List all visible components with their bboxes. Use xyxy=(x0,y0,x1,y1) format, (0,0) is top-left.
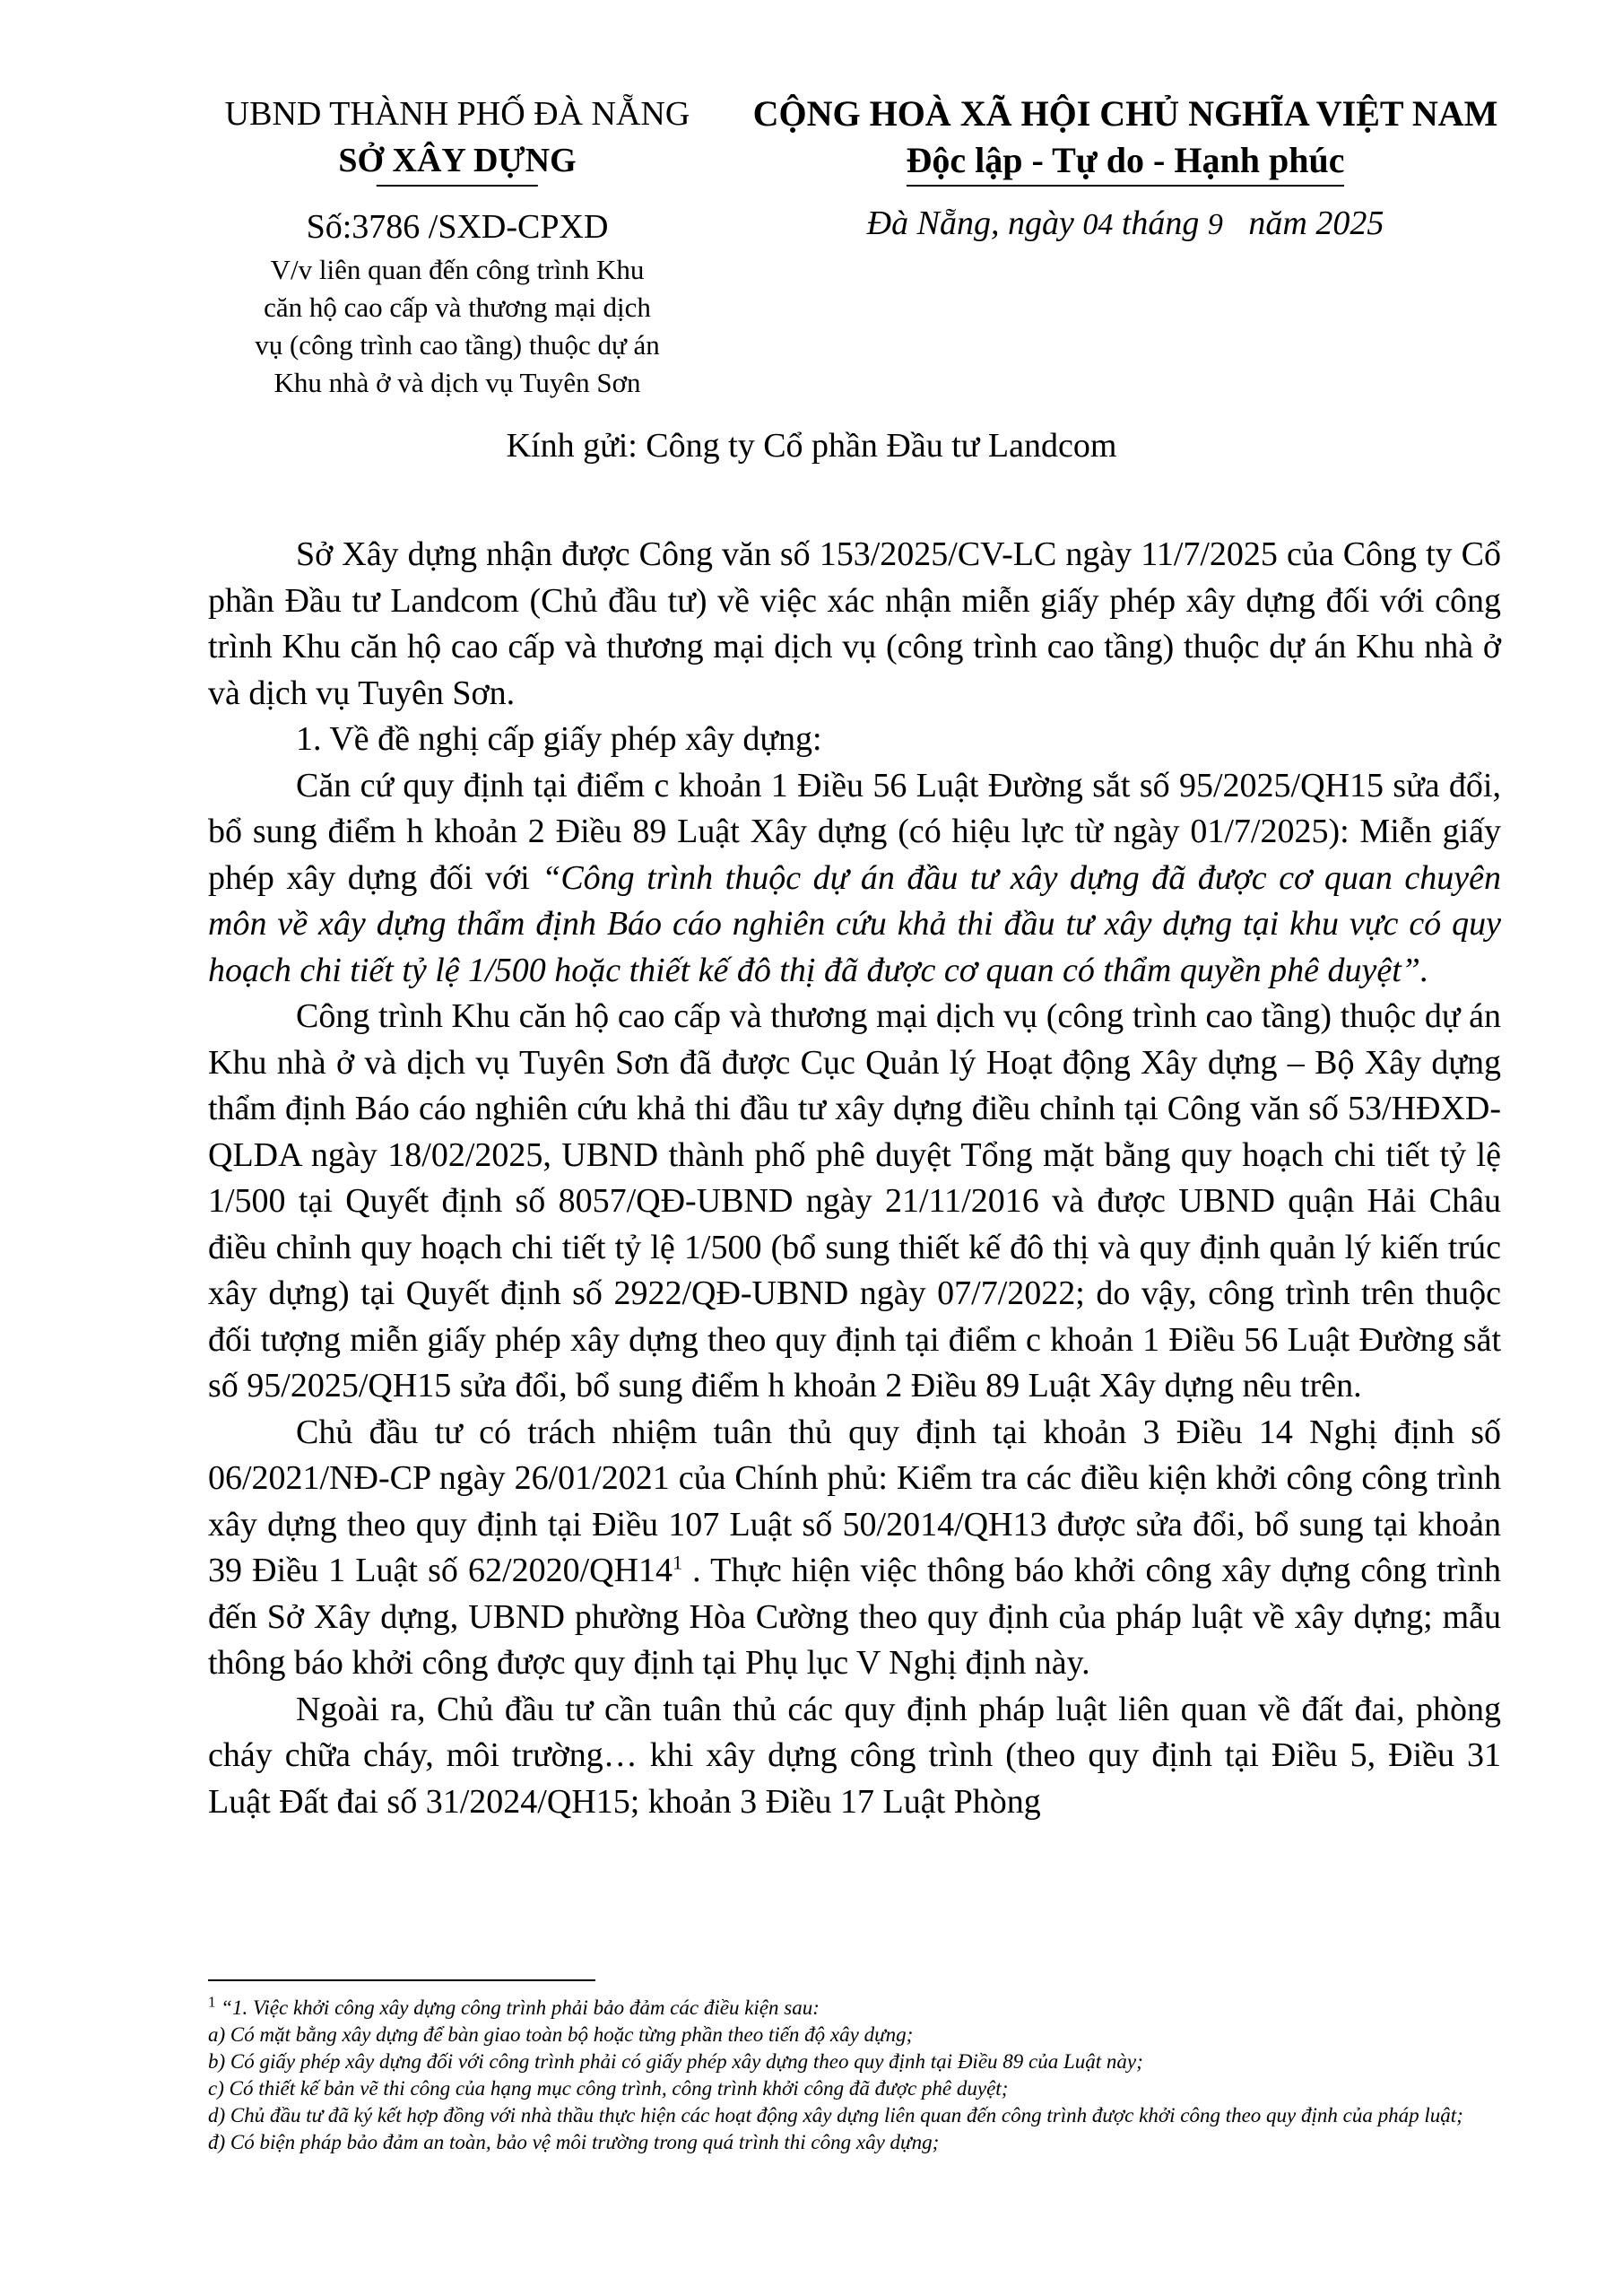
body-paragraph xyxy=(208,763,1501,995)
nation-title: CỘNG HOÀ XÃ HỘI CHỦ NGHĨA VIỆT NAM xyxy=(752,93,1498,134)
section-heading: 1. Về đề nghị cấp giấy phép xây dựng: xyxy=(296,720,822,758)
date-month: 9 xyxy=(1207,208,1223,241)
date-day: 04 xyxy=(1082,208,1114,241)
footnote-reference: 1 xyxy=(673,1551,683,1574)
footnote xyxy=(208,1995,1501,2156)
body-text: Căn cứ quy định tại điểm c khoản 1 Điều 56 Luật Đường sắt số 95/2025/QH15 sửa đổi, bổ sung điểm h khoản 2 Điều 89 Luật Xây dựng (có hiệu lực từ ngày 01/7/2025): Miễn giấy phép xây dựng đối với xyxy=(208,766,1501,897)
national-header xyxy=(744,90,1506,249)
date-place: Đà Nẵng, ngày xyxy=(866,204,1083,242)
motto: Độc lập - Tự do - Hạnh phúc xyxy=(907,138,1345,183)
salutation: Kính gửi: Công ty Cổ phần Đầu tư Landcom xyxy=(506,427,1117,465)
footnote-line: đ) Có biện pháp bảo đảm an toàn, bảo vệ môi trường trong quá trình thi công xây dựng; xyxy=(208,2131,940,2153)
doc-number-prefix: Số: xyxy=(306,208,352,246)
body-paragraph: Ngoài ra, Chủ đầu tư cần tuân thủ các quy định pháp luật liên quan về đất đai, phòng cháy chữa cháy, môi trường… khi xây dựng công trình (theo quy định tại Điều 5, Điều 31 Luật Đất đai số 31/2024/QH15; khoản 3 Điều 17 Luật Phòng xyxy=(208,1690,1501,1821)
body-text: Chủ đầu tư có trách nhiệm tuân thủ quy định tại khoản 3 Điều 14 Nghị định số 06/2021/NĐ-CP ngày 26/01/2021 của Chính phủ: Kiểm tra các điều kiện khởi công công trình xây dựng theo quy định tại Điều 107 Luật số 50/2014/QH13 được sửa đổi, bổ sung tại khoản 39 Điều 1 Luật số 62/2020/QH14 xyxy=(208,1413,1501,1589)
subject-block xyxy=(179,251,735,402)
doc-number-value: 3786 xyxy=(352,208,421,246)
footnote-text: “1. Việc khởi công xây dựng công trình phải bảo đảm các điều kiện sau: xyxy=(215,1996,820,2019)
body-paragraph: Sở Xây dựng nhận được Công văn số 153/2025/CV-LC ngày 11/7/2025 của Công ty Cổ phần Đầu tư Landcom (Chủ đầu tư) về việc xác nhận miễn giấy phép xây dựng đối với công trình Khu căn hộ cao cấp và thương mại dịch vụ (công trình cao tầng) thuộc dự án Khu nhà ở và dịch vụ Tuyên Sơn. xyxy=(208,535,1501,712)
issuer-name-text: SỞ XÂY DỰNG xyxy=(338,138,576,183)
footnote-line: b) Có giấy phép xây dựng đối với công trình phải có giấy phép xây dựng theo quy định tại Điều 89 của Luật này; xyxy=(208,2050,1143,2073)
doc-number-suffix: /SXD-CPXD xyxy=(420,208,609,246)
date-month-label: tháng xyxy=(1113,204,1208,242)
footnote-separator xyxy=(208,1979,595,1981)
footnote-line: a) Có mặt bằng xây dựng để bàn giao toàn bộ hoặc từng phần theo tiến độ xây dựng; xyxy=(208,2023,914,2046)
issuer-name xyxy=(179,138,735,183)
body-paragraph: Công trình Khu căn hộ cao cấp và thương mại dịch vụ (công trình cao tầng) thuộc dự án Khu nhà ở và dịch vụ Tuyên Sơn đã được Cục Quản lý Hoạt động Xây dựng – Bộ Xây dựng thẩm định Báo cáo nghiên cứu khả thi đầu tư xây dựng điều chỉnh tại Công văn số 53/HĐXD-QLDA ngày 18/02/2025, UBND thành phố phê duyệt Tổng mặt bằng quy hoạch chi tiết tỷ lệ 1/500 tại Quyết định số 8057/QĐ-UBND ngày 21/11/2016 và được UBND quận Hải Châu điều chỉnh quy hoạch chi tiết tỷ lệ 1/500 (bổ sung thiết kế đô thị và quy định quản lý kiến trúc xây dựng) tại Quyết định số 2922/QĐ-UBND ngày 07/7/2022; do vậy, công trình trên thuộc đối tượng miễn giấy phép xây dựng theo quy định tại điểm c khoản 1 Điều 56 Luật Đường sắt số 95/2025/QH15 sửa đổi, bổ sung điểm h khoản 2 Điều 89 Luật Xây dựng nêu trên. xyxy=(208,997,1501,1405)
date-year: năm 2025 xyxy=(1222,204,1384,242)
issuer-parent: UBND THÀNH PHỐ ĐÀ NẴNG xyxy=(224,95,690,133)
footnote-mark: 1 xyxy=(208,1993,216,2011)
issuer-block xyxy=(179,90,735,402)
footnote-line xyxy=(208,1995,1501,2022)
subject-line: Khu nhà ở và dịch vụ Tuyên Sơn xyxy=(273,367,641,398)
body-paragraph xyxy=(208,1410,1501,1687)
subject-line: vụ (công trình cao tầng) thuộc dự án xyxy=(255,329,660,361)
footnote-line: d) Chủ đầu tư đã ký kết hợp đồng với nhà thầu thực hiện các hoạt động xây dựng liên quan đến công trình được khởi công theo quy định của pháp luật; xyxy=(208,2104,1463,2126)
body-text: . Thực hiện việc thông báo khởi công xây dựng công trình đến Sở Xây dựng, UBND phường Hòa Cường theo quy định của pháp luật về xây dựng; mẫu thông báo khởi công được quy định tại Phụ lục V Nghị định này. xyxy=(208,1552,1501,1682)
footnote-line: c) Có thiết kế bản vẽ thi công của hạng mục công trình, công trình khởi công đã được phê duyệt; xyxy=(208,2077,1009,2100)
document-body xyxy=(208,532,1501,1825)
subject-line: căn hộ cao cấp và thương mại dịch xyxy=(264,291,651,323)
document-date xyxy=(744,199,1506,249)
subject-line: V/v liên quan đến công trình Khu xyxy=(270,254,645,285)
legal-quote: “Công trình thuộc dự án đầu tư xây dựng đã được cơ quan chuyên môn về xây dựng thẩm định Báo cáo nghiên cứu khả thi đầu tư xây dựng tại khu vực có quy hoạch chi tiết tỷ lệ 1/500 hoặc thiết kế đô thị đã được cơ quan có thẩm quyền phê duyệt”. xyxy=(208,858,1501,989)
document-number xyxy=(179,203,735,251)
